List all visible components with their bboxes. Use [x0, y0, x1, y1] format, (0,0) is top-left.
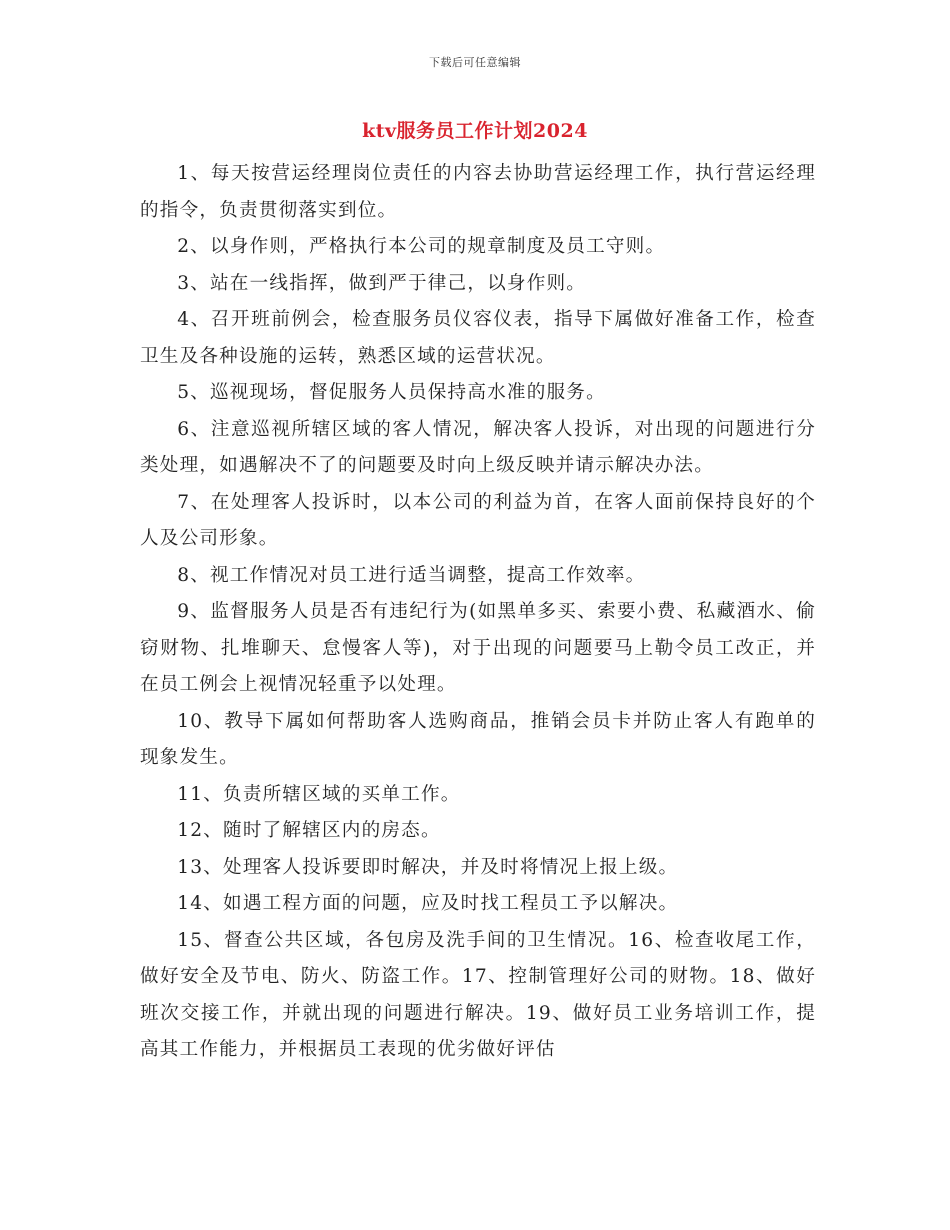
paragraph: 7、在处理客人投诉时，以本公司的利益为首，在客人面前保持良好的个人及公司形象。: [140, 491, 816, 549]
paragraph: 5、巡视现场，督促服务人员保持高水准的服务。: [177, 382, 606, 403]
paragraph: 3、站在一线指挥，做到严于律己，以身作则。: [177, 272, 587, 294]
header-note: 下载后可任意编辑: [429, 56, 521, 69]
paragraph: 12、随时了解辖区内的房态。: [177, 820, 441, 841]
paragraph: 9、监督服务人员是否有违纪行为(如黑单多买、索要小费、私藏酒水、偷窃财物、扎堆聊天、怠慢客人等)，对于出现的问题要马上勒令员工改正，并在员工例会上视情况轻重予以处理。: [140, 601, 816, 695]
paragraph: 14、如遇工程方面的问题，应及时找工程员工予以解决。: [177, 893, 679, 914]
paragraph: 8、视工作情况对员工进行适当调整，提高工作效率。: [177, 564, 646, 586]
paragraph: 11、负责所辖区域的买单工作。: [177, 783, 461, 805]
paragraph: 13、处理客人投诉要即时解决，并及时将情况上报上级。: [177, 856, 679, 878]
paragraph: 6、注意巡视所辖区域的客人情况，解决客人投诉，对出现的问题进行分类处理，如遇解决不了的问题要及时向上级反映并请示解决办法。: [140, 418, 816, 476]
document-title: ktv服务员工作计划2024: [362, 120, 588, 142]
paragraph: 1、每天按营运经理岗位责任的内容去协助营运经理工作，执行营运经理的指令，负责贯彻落实到位。: [140, 163, 816, 221]
paragraph: 2、以身作则，严格执行本公司的规章制度及员工守则。: [177, 236, 666, 257]
paragraph: 15、督查公共区域，各包房及洗手间的卫生情况。16、检查收尾工作，做好安全及节电、防火、防盗工作。17、控制管理好公司的财物。18、做好班次交接工作，并就出现的问题进行解决。19、做好员工业务培训工作，提高其工作能力，并根据员工表现的优劣做好评估: [140, 929, 816, 1060]
paragraph: 4、召开班前例会，检查服务员仪容仪表，指导下属做好准备工作，检查卫生及各种设施的运转，熟悉区域的运营状况。: [140, 309, 816, 367]
paragraph: 10、教导下属如何帮助客人选购商品，推销会员卡并防止客人有跑单的现象发生。: [140, 710, 816, 768]
document-body: [140, 156, 816, 1069]
